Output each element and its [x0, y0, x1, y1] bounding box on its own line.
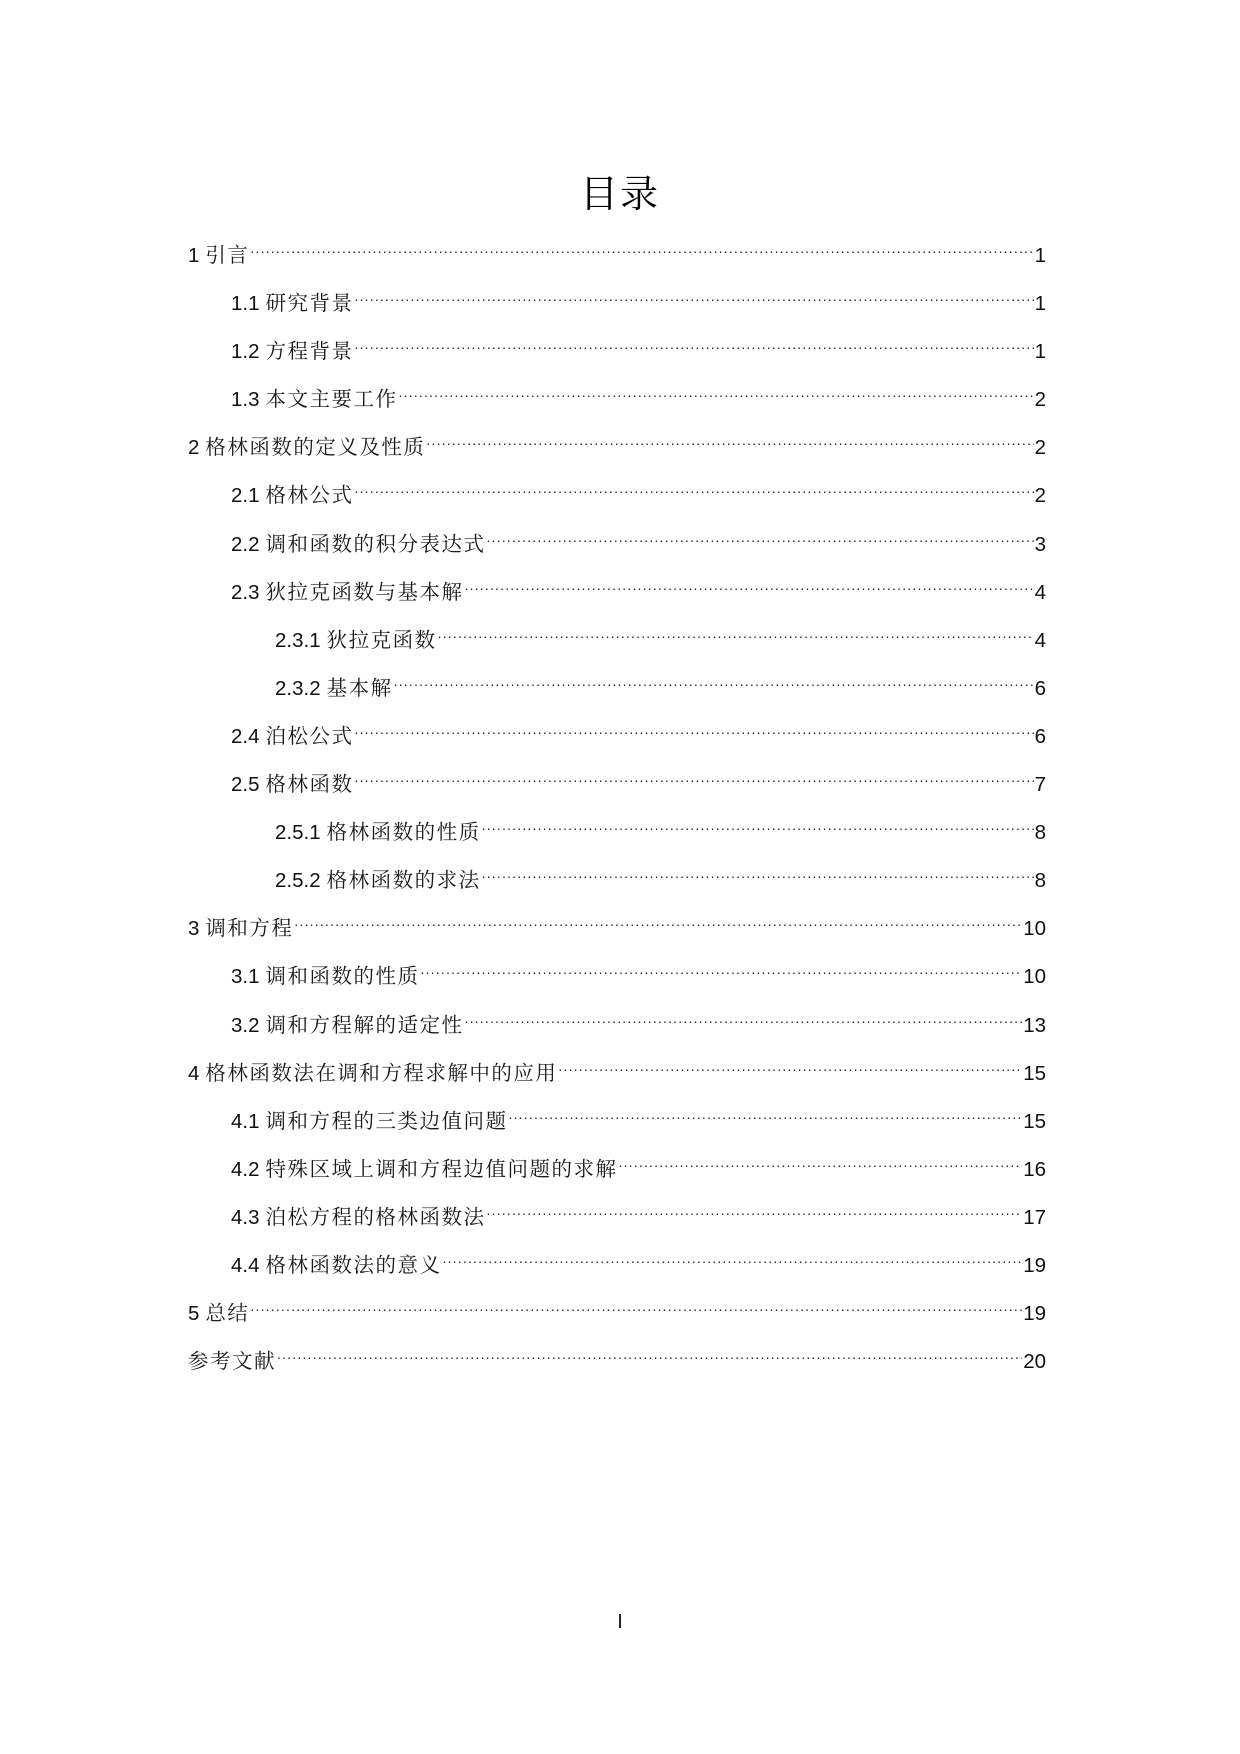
toc-entry-page: 1 — [1034, 292, 1046, 316]
toc-entry-title: 狄拉克函数 — [326, 628, 437, 652]
toc-entry-title: 格林函数法的意义 — [265, 1253, 442, 1277]
toc-entry-number: 4.4 — [231, 1253, 260, 1277]
toc-entry-page: 4 — [1034, 580, 1046, 604]
toc-entry-page: 2 — [1034, 484, 1046, 508]
toc-entry-page: 1 — [1034, 244, 1046, 267]
toc-entry[interactable] — [188, 515, 1046, 563]
toc-entry-title: 调和函数的性质 — [265, 965, 420, 989]
page-number: I — [617, 1611, 623, 1633]
toc-entry-title: 格林函数 — [265, 773, 354, 797]
toc-entry-title: 调和函数的积分表达式 — [265, 532, 486, 556]
toc-entry-references[interactable] — [188, 1332, 1046, 1380]
toc-entry-page: 2 — [1034, 388, 1046, 412]
toc-entry[interactable] — [188, 659, 1046, 707]
toc-entry-title: 狄拉克函数与基本解 — [265, 580, 464, 604]
toc-entry-title: 格林函数法在调和方程求解中的应用 — [205, 1061, 558, 1085]
toc-entry-number: 4.3 — [231, 1205, 260, 1229]
dot-leader — [487, 1188, 1023, 1224]
toc-entry-number: 2.3 — [231, 580, 260, 604]
dot-leader — [426, 418, 1033, 454]
dot-leader — [355, 466, 1034, 502]
toc-entry-page: 17 — [1023, 1205, 1046, 1229]
dot-leader — [355, 707, 1034, 743]
toc-entry-page: 4 — [1034, 628, 1046, 652]
toc-entry-page: 10 — [1023, 965, 1046, 989]
table-of-contents — [188, 226, 1046, 1380]
toc-entry[interactable] — [188, 755, 1046, 803]
toc-entry-number: 1.1 — [231, 292, 260, 316]
toc-entry-page: 10 — [1023, 917, 1046, 941]
toc-entry-title: 总结 — [205, 1302, 250, 1326]
toc-entry-title: 本文主要工作 — [265, 388, 398, 412]
toc-entry-number: 3.1 — [231, 965, 260, 989]
toc-entry[interactable] — [188, 1044, 1046, 1092]
toc-entry[interactable] — [188, 563, 1046, 611]
toc-entry-page: 7 — [1034, 773, 1046, 797]
toc-entry-title: 格林函数的性质 — [326, 821, 481, 845]
dot-leader — [558, 1044, 1022, 1080]
toc-entry-page: 1 — [1034, 340, 1046, 364]
toc-entry-page: 16 — [1023, 1157, 1046, 1181]
toc-entry-page: 15 — [1023, 1109, 1046, 1133]
toc-entry[interactable] — [188, 418, 1046, 466]
dot-leader — [465, 996, 1023, 1032]
dot-leader — [250, 1284, 1022, 1320]
toc-entry-title: 特殊区域上调和方程边值问题的求解 — [265, 1157, 618, 1181]
toc-entry[interactable] — [188, 899, 1046, 947]
toc-entry[interactable] — [188, 1188, 1046, 1236]
toc-entry-title: 格林函数的求法 — [326, 869, 481, 893]
toc-entry-page: 13 — [1023, 1013, 1046, 1037]
toc-entry-number: 4.2 — [231, 1157, 260, 1181]
dot-leader — [438, 611, 1034, 647]
toc-entry[interactable] — [188, 851, 1046, 899]
dot-leader — [619, 1140, 1023, 1176]
toc-entry[interactable] — [188, 466, 1046, 514]
toc-entry-page: 19 — [1023, 1253, 1046, 1277]
toc-entry-title: 调和方程解的适定性 — [265, 1013, 464, 1037]
toc-entry-number: 2.1 — [231, 484, 260, 508]
toc-entry[interactable] — [188, 274, 1046, 322]
toc-entry-number: 1.2 — [231, 340, 260, 364]
dot-leader — [465, 563, 1034, 599]
dot-leader — [355, 322, 1034, 358]
toc-entry-page: 20 — [1023, 1350, 1046, 1374]
toc-entry[interactable] — [188, 996, 1046, 1044]
toc-entry-number: 2.2 — [231, 532, 260, 556]
toc-entry-page: 19 — [1023, 1302, 1046, 1326]
toc-entry[interactable] — [188, 1092, 1046, 1140]
dot-leader — [509, 1092, 1023, 1128]
toc-entry-page: 2 — [1034, 436, 1046, 460]
toc-entry-page: 8 — [1034, 869, 1046, 893]
toc-entry-title: 格林函数的定义及性质 — [205, 436, 426, 460]
dot-leader — [355, 274, 1034, 310]
toc-entry[interactable] — [188, 947, 1046, 995]
dot-leader — [482, 803, 1034, 839]
toc-entry-title: 参考文献 — [188, 1350, 276, 1374]
toc-entry-number: 2.3.2 — [275, 676, 321, 700]
toc-entry-title: 调和方程 — [205, 917, 294, 941]
toc-entry-number: 4.1 — [231, 1109, 260, 1133]
toc-entry-number: 1 — [188, 244, 200, 267]
toc-entry-title: 基本解 — [326, 676, 393, 700]
toc-entry-page: 6 — [1034, 676, 1046, 700]
toc-entry-title: 泊松方程的格林函数法 — [265, 1205, 486, 1229]
dot-leader — [394, 659, 1034, 695]
toc-entry-title: 格林公式 — [265, 484, 354, 508]
toc-entry-number: 4 — [188, 1061, 200, 1085]
dot-leader — [421, 947, 1023, 983]
toc-entry-title: 方程背景 — [265, 340, 354, 364]
toc-entry-number: 2.3.1 — [275, 628, 321, 652]
toc-entry-title: 泊松公式 — [265, 724, 354, 748]
toc-entry-number: 2.5 — [231, 773, 260, 797]
toc-entry-number: 2.5.2 — [275, 869, 321, 893]
dot-leader — [250, 226, 1033, 262]
toc-entry-page: 8 — [1034, 821, 1046, 845]
toc-title: 目录 — [579, 174, 660, 216]
toc-entry-number: 2.4 — [231, 724, 260, 748]
toc-entry[interactable] — [188, 1284, 1046, 1332]
dot-leader — [355, 755, 1034, 791]
toc-entry-page: 6 — [1034, 724, 1046, 748]
toc-entry[interactable] — [188, 611, 1046, 659]
toc-entry-page: 15 — [1023, 1061, 1046, 1085]
toc-entry-page: 3 — [1034, 532, 1046, 556]
dot-leader — [277, 1332, 1022, 1368]
toc-entry[interactable] — [188, 322, 1046, 370]
toc-entry-number: 3 — [188, 917, 200, 941]
dot-leader — [443, 1236, 1023, 1272]
toc-entry-title: 研究背景 — [265, 292, 354, 316]
toc-entry-number: 2.5.1 — [275, 821, 321, 845]
toc-entry[interactable] — [188, 226, 1046, 274]
toc-entry[interactable] — [188, 803, 1046, 851]
toc-entry-number: 1.3 — [231, 388, 260, 412]
dot-leader — [294, 899, 1022, 935]
toc-entry[interactable] — [188, 1236, 1046, 1284]
toc-entry-title: 调和方程的三类边值问题 — [265, 1109, 508, 1133]
toc-entry-number: 5 — [188, 1302, 200, 1326]
toc-entry-number: 3.2 — [231, 1013, 260, 1037]
toc-entry[interactable] — [188, 370, 1046, 418]
dot-leader — [487, 515, 1034, 551]
toc-entry[interactable] — [188, 707, 1046, 755]
toc-entry-number: 2 — [188, 436, 200, 460]
dot-leader — [399, 370, 1034, 406]
toc-entry[interactable] — [188, 1140, 1046, 1188]
toc-entry-title: 引言 — [205, 244, 250, 267]
dot-leader — [482, 851, 1034, 887]
